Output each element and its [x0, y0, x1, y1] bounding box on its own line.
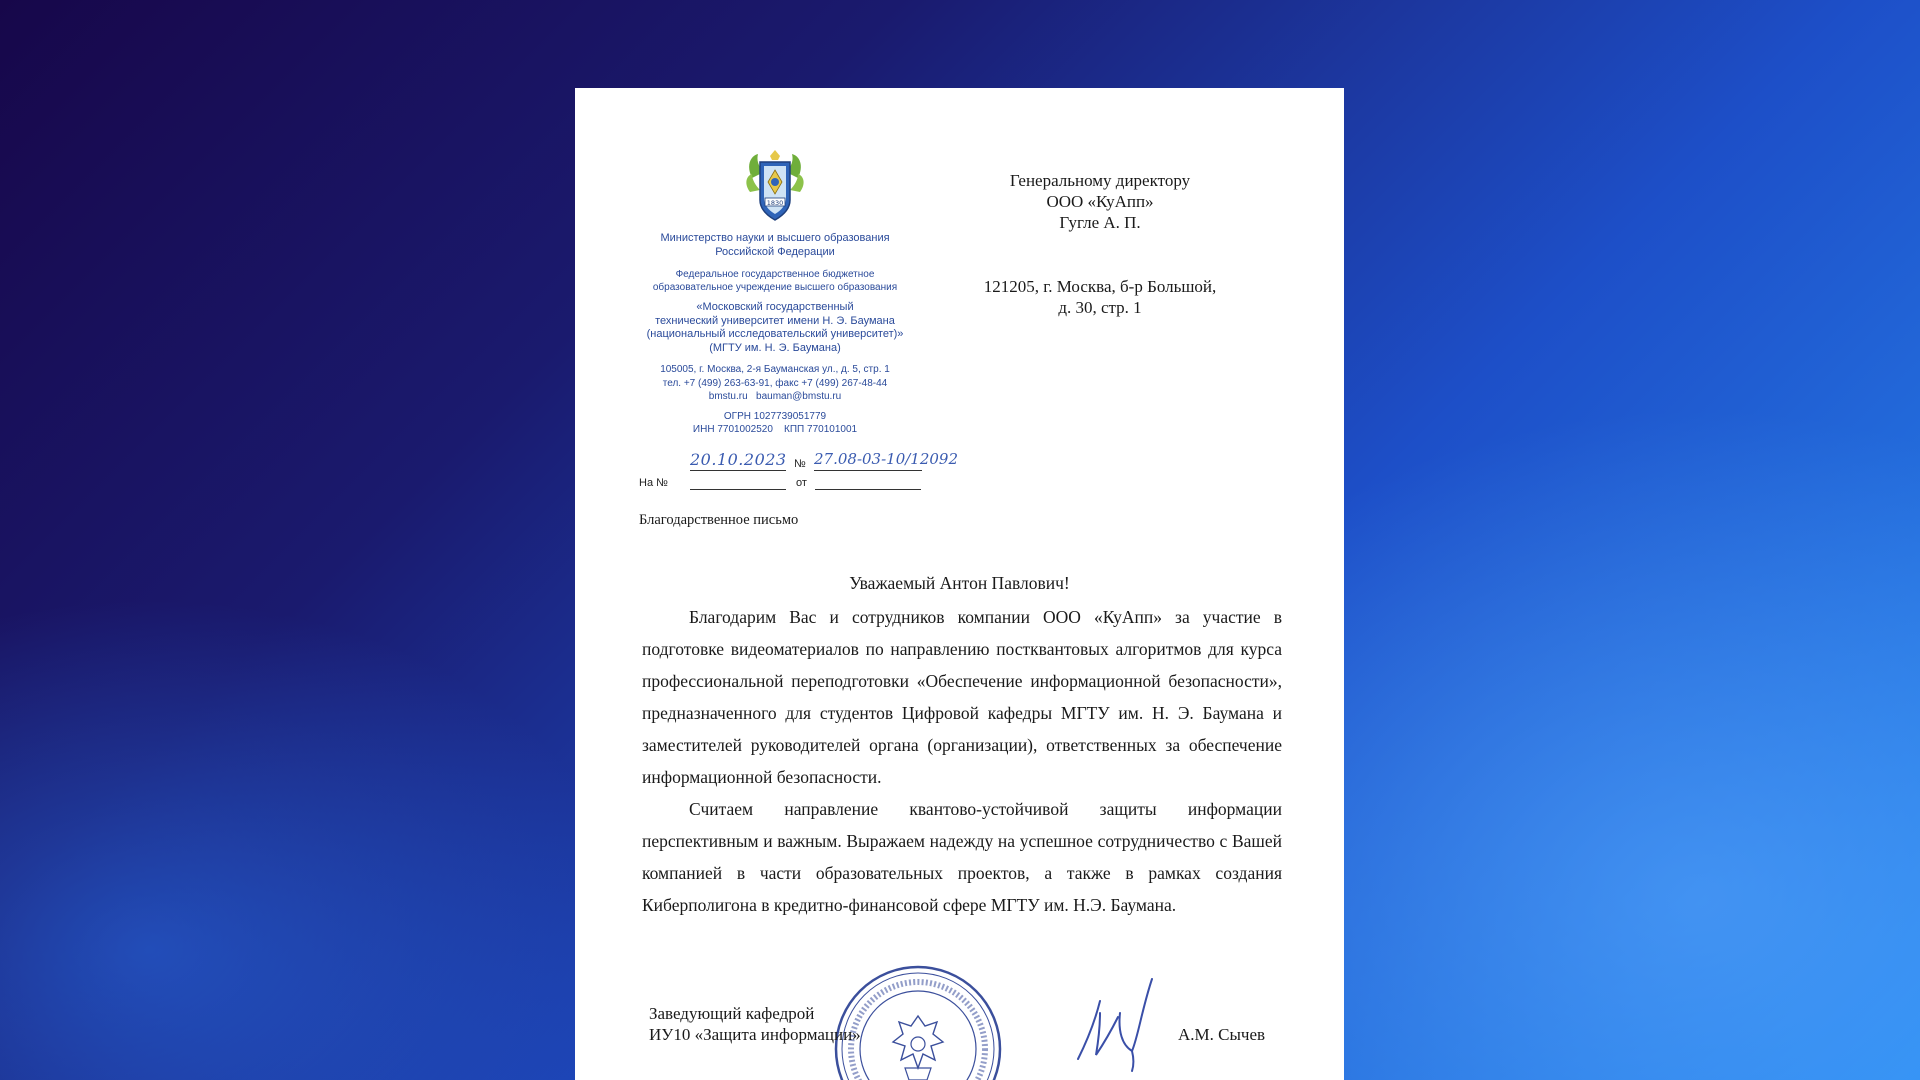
- recipient-name: Гугле А. П.: [1059, 213, 1141, 232]
- letterhead: [640, 148, 910, 437]
- letter-page: [575, 88, 1344, 1080]
- body-paragraph-1: Благодарим Вас и сотрудников компании ООО «КуАпп» за участие в подготовке видеоматериалов по направлению постквантовых алгоритмов для курса профессиональной переподготовки «Обеспечение информационной безопасности», предназначенного для студентов Цифровой кафедры МГТУ им. Н. Э. Баумана и заместителей руководителей органа (организации), ответственных за обеспечение информационной безопасности.: [642, 607, 1282, 787]
- recipient-position: Генеральному директору: [1009, 171, 1191, 190]
- body-paragraph-2: Считаем направление квантово-устойчивой защиты информации перспективным и важным. Выражаем надежду на успешное сотрудничество с Вашей компанией в части образовательных проектов, а также в рамках создания Киберполигона в кредитно-финансовой сфере МГТУ им. Н.Э. Баумана.: [642, 799, 1282, 915]
- signatory-position: Заведующий кафедрой ИУ10 «Защита информации»: [649, 1004, 861, 1044]
- website-link[interactable]: bmstu.ru: [708, 391, 748, 402]
- university-name: «Московский государственный технический университет имени Н. Э. Баумана (национальный исследовательский университет)» (МГТУ им. Н. Э. Баумана): [646, 301, 904, 354]
- registration-codes: ОГРН 1027739051779 ИНН 7701002520 КПП 770101001: [692, 410, 858, 435]
- outgoing-reference: [690, 450, 990, 472]
- from-label: от: [796, 477, 807, 489]
- recipient-company: ООО «КуАпп»: [1046, 192, 1154, 211]
- crest-year: 1830: [766, 199, 784, 207]
- greeting: Уважаемый Антон Павлович!: [849, 573, 1070, 593]
- institution-type: Федеральное государственное бюджетное образовательное учреждение высшего образования: [652, 269, 898, 293]
- university-contacts: 105005, г. Москва, 2-я Бауманская ул., д. 5, стр. 1 тел. +7 (499) 263-63-91, факс +7 (499) 267-48-44 bmstu.ru bauman@bmstu.ru: [660, 364, 890, 402]
- in-reply-label: На №: [639, 477, 668, 489]
- from-date-blank: [815, 475, 921, 490]
- incoming-reference: [639, 475, 959, 495]
- ministry-name: Министерство науки и высшего образования Российской Федерации: [660, 232, 890, 258]
- in-reply-number-blank: [690, 475, 786, 490]
- letter-subject: Благодарственное письмо: [639, 512, 799, 528]
- letter-date: 20.10.2023: [690, 450, 787, 469]
- recipient-address: 121205, г. Москва, б-р Большой, д. 30, стр. 1: [983, 277, 1217, 317]
- university-crest-icon: [742, 148, 808, 224]
- recipient-block: [965, 170, 1235, 233]
- number-sign: №: [794, 458, 806, 470]
- letter-number: 27.08-03-10/12092: [814, 450, 959, 468]
- signatory-name: А.М. Сычев: [1178, 1025, 1266, 1044]
- letter-body: [642, 601, 1282, 921]
- email-link[interactable]: bauman@bmstu.ru: [756, 391, 842, 402]
- handwritten-signature-icon: [1070, 973, 1170, 1073]
